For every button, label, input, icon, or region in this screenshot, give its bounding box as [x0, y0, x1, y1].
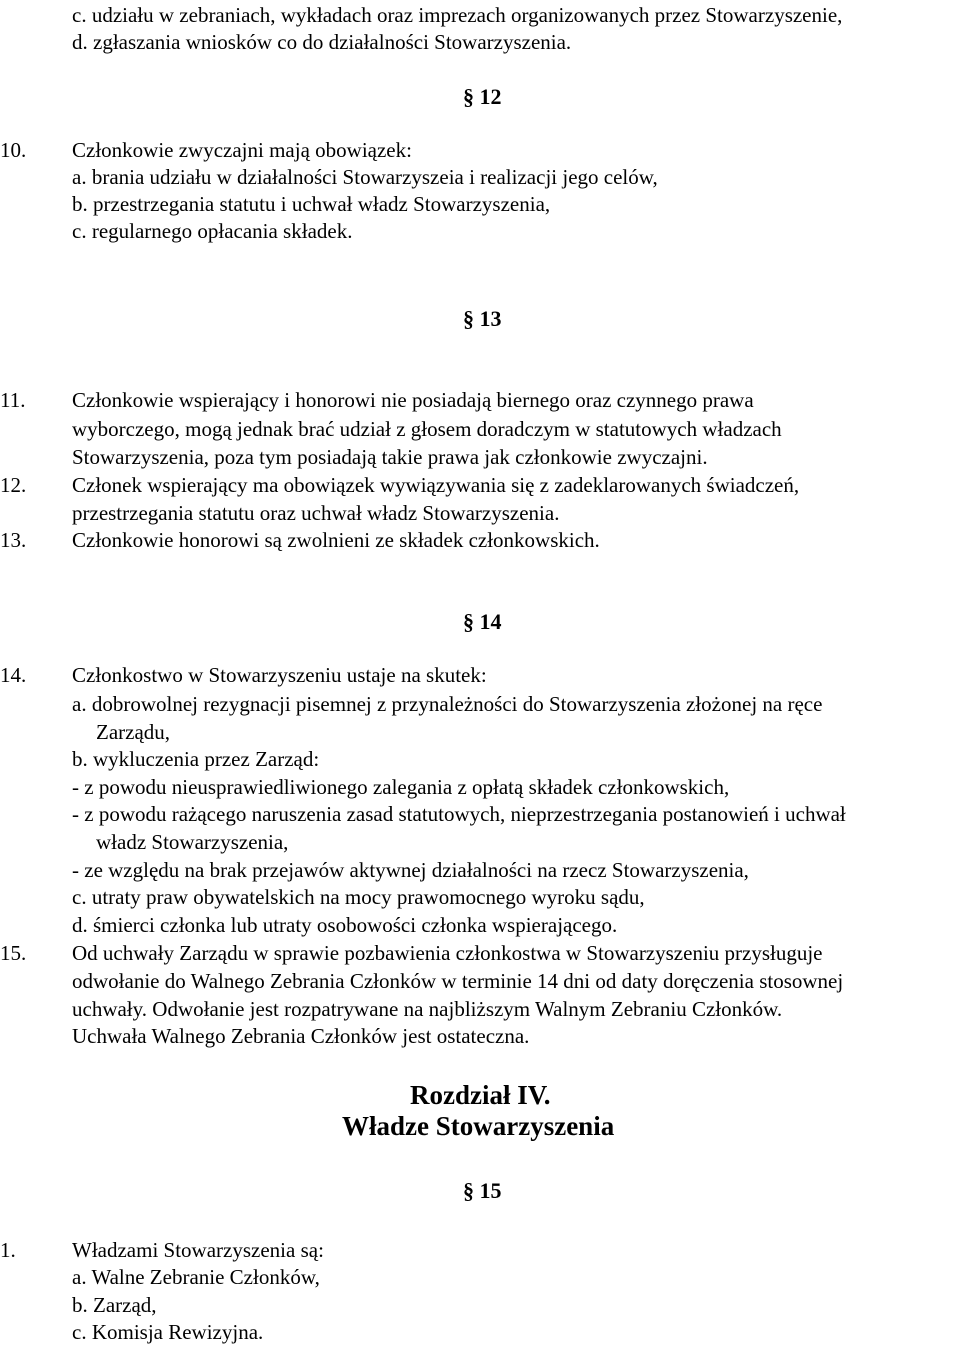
- chapter-title: Władze Stowarzyszenia: [342, 1111, 615, 1141]
- text-line: Członek wspierający ma obowiązek wywiązywania się z zadeklarowanych świadczeń,: [72, 473, 800, 497]
- text-line: Członkowie honorowi są zwolnieni ze składek członkowskich.: [72, 528, 600, 552]
- section-heading-15: § 15: [463, 1178, 502, 1203]
- text-line: uchwały. Odwołanie jest rozpatrywane na najbliższym Walnym Zebraniu Członków.: [72, 997, 783, 1021]
- text-line: - ze względu na brak przejawów aktywnej działalności na rzecz Stowarzyszenia,: [72, 858, 749, 882]
- text-line: wyborczego, mogą jednak brać udział z głosem doradczym w statutowych władzach: [72, 417, 782, 441]
- text-line: władz Stowarzyszenia,: [96, 830, 289, 854]
- text-line: odwołanie do Walnego Zebrania Członków w terminie 14 dni od daty doręczenia stosownej: [72, 969, 844, 993]
- text-line: Stowarzyszenia, poza tym posiadają takie prawa jak członkowie zwyczajni.: [72, 445, 708, 469]
- chapter-heading: Rozdział IV.: [410, 1080, 551, 1110]
- item-number: 13.: [0, 528, 27, 552]
- text-line: b. przestrzegania statutu i uchwał władz Stowarzyszenia,: [72, 192, 551, 216]
- text-line: a. Walne Zebranie Członków,: [72, 1265, 320, 1289]
- section-heading-12: § 12: [463, 84, 502, 109]
- text-line: przestrzegania statutu oraz uchwał władz Stowarzyszenia.: [72, 501, 560, 525]
- item-number: 11.: [0, 388, 26, 412]
- section-heading-13: § 13: [463, 306, 502, 331]
- text-line: c. regularnego opłacania składek.: [72, 219, 353, 243]
- item-number: 1.: [0, 1238, 16, 1262]
- text-line: Członkowie wspierający i honorowi nie posiadają biernego oraz czynnego prawa: [72, 388, 754, 412]
- text-line: - z powodu rażącego naruszenia zasad statutowych, nieprzestrzegania postanowień i uchwał: [72, 802, 846, 826]
- item-number: 10.: [0, 138, 27, 162]
- text-line: b. Zarząd,: [72, 1293, 157, 1317]
- section-heading-14: § 14: [463, 609, 502, 634]
- item-number: 12.: [0, 473, 27, 497]
- text-line: Od uchwały Zarządu w sprawie pozbawienia członkostwa w Stowarzyszeniu przysługuje: [72, 941, 823, 965]
- text-line: Członkowie zwyczajni mają obowiązek:: [72, 138, 412, 162]
- text-line: a. brania udziału w działalności Stowarzyszeia i realizacji jego celów,: [72, 165, 658, 189]
- text-line: b. wykluczenia przez Zarząd:: [72, 747, 320, 771]
- text-line: Zarządu,: [96, 720, 171, 744]
- item-number: 14.: [0, 663, 27, 687]
- item-number: 15.: [0, 941, 27, 965]
- text-line: Uchwała Walnego Zebrania Członków jest ostateczna.: [72, 1024, 530, 1048]
- text-line: c. utraty praw obywatelskich na mocy prawomocnego wyroku sądu,: [72, 885, 645, 909]
- text-line: a. dobrowolnej rezygnacji pisemnej z przynależności do Stowarzyszenia złożonej na ręce: [72, 692, 823, 716]
- text-line: d. zgłaszania wniosków co do działalności Stowarzyszenia.: [72, 30, 572, 54]
- text-line: Władzami Stowarzyszenia są:: [72, 1238, 324, 1262]
- text-line: d. śmierci członka lub utraty osobowości członka wspierającego.: [72, 913, 618, 937]
- text-line: Członkostwo w Stowarzyszeniu ustaje na skutek:: [72, 663, 487, 687]
- text-line: c. udziału w zebraniach, wykładach oraz imprezach organizowanych przez Stowarzyszenie,: [72, 3, 843, 27]
- text-line: c. Komisja Rewizyjna.: [72, 1320, 264, 1344]
- text-line: - z powodu nieusprawiedliwionego zalegania z opłatą składek członkowskich,: [72, 775, 730, 799]
